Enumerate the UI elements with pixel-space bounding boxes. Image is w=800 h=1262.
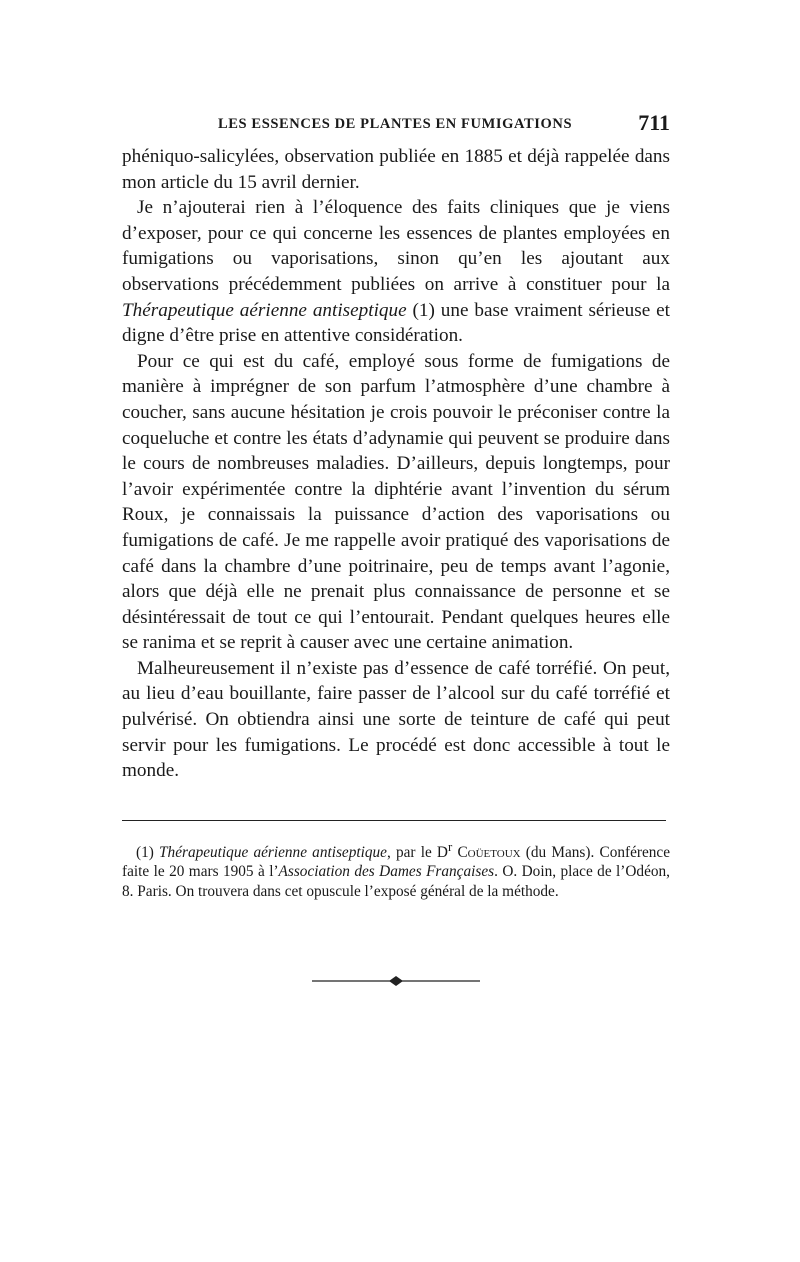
running-header xyxy=(122,112,670,140)
paragraph-text: (1) une base vraiment sérieuse et digne d’être prise en attentive considération. xyxy=(122,299,670,347)
paragraph-essences xyxy=(122,195,670,349)
paragraph-teinture: Malheureusement il n’existe pas d’essence de café torréfié. On peut, au lieu d’eau bouillante, faire passer de l’alcool sur du café torréfié et pulvérisé. On obtiendra ainsi une sorte de teinture de café qui peut servir pour les fumigations. Le procédé est donc accessible à tout le monde. xyxy=(122,657,670,782)
footnote-author: Coüetoux xyxy=(457,843,521,861)
book-page xyxy=(122,112,670,901)
footnote-title-italic: Thérapeutique aérienne antiseptique xyxy=(159,843,387,861)
footnote-text: , par le D xyxy=(386,843,448,861)
body-text xyxy=(122,144,670,784)
footnote-marker: (1) xyxy=(136,843,154,861)
footnote-org-italic: Association des Dames Françaises xyxy=(278,863,495,881)
book-title-italic: Thérapeutique aérienne antiseptique xyxy=(122,299,407,321)
footnote-superscript: r xyxy=(447,839,453,854)
footnote xyxy=(122,838,670,902)
page-number: 711 xyxy=(638,110,670,135)
end-ornament-icon xyxy=(312,975,480,987)
running-title: LES ESSENCES DE PLANTES EN FUMIGATIONS xyxy=(218,116,573,132)
paragraph-text: Je n’ajouterai rien à l’éloquence des faits cliniques que je viens d’exposer, pour ce qui concerne les essences de plantes employées en fumigations ou vaporisations, sinon qu’en les ajoutant aux observations précédemment publiées on arrive à constituer pour la xyxy=(122,197,670,295)
footnote-rule xyxy=(122,820,666,821)
paragraph-continuation: phéniquo-salicylées, observation publiée en 1885 et déjà rappelée dans mon article du 15 avril dernier. xyxy=(122,146,670,193)
paragraph-cafe: Pour ce qui est du café, employé sous forme de fumigations de manière à imprégner de son parfum l’atmosphère d’une chambre à coucher, sans aucune hésitation je crois pouvoir le préconiser contre la coqueluche et contre les états d’adynamie qui peuvent se produire dans le cours de nombreuses maladies. D’ailleurs, depuis longtemps, pour l’avoir expérimentée contre la diphtérie avant l’invention du sérum Roux, je connaissais la puissance d’action des vaporisations ou fumigations de café. Je me rappelle avoir pratiqué des vaporisations de café dans la chambre d’une poitrinaire, peu de temps avant l’agonie, alors que déjà elle ne prenait plus connaissance de personne et se désintéressait de tout ce qui l’entourait. Pendant quelques heures elle se ranima et se reprit à causer avec une certaine animation. xyxy=(122,350,670,654)
footnote-text: (du Mans). Conférence faite le 20 mars 1905 à l’ xyxy=(122,843,670,881)
footnote-text: . O. Doin, place de l’Odéon, 8. Paris. On trouvera dans cet opuscule l’exposé général de la méthode. xyxy=(122,863,670,900)
